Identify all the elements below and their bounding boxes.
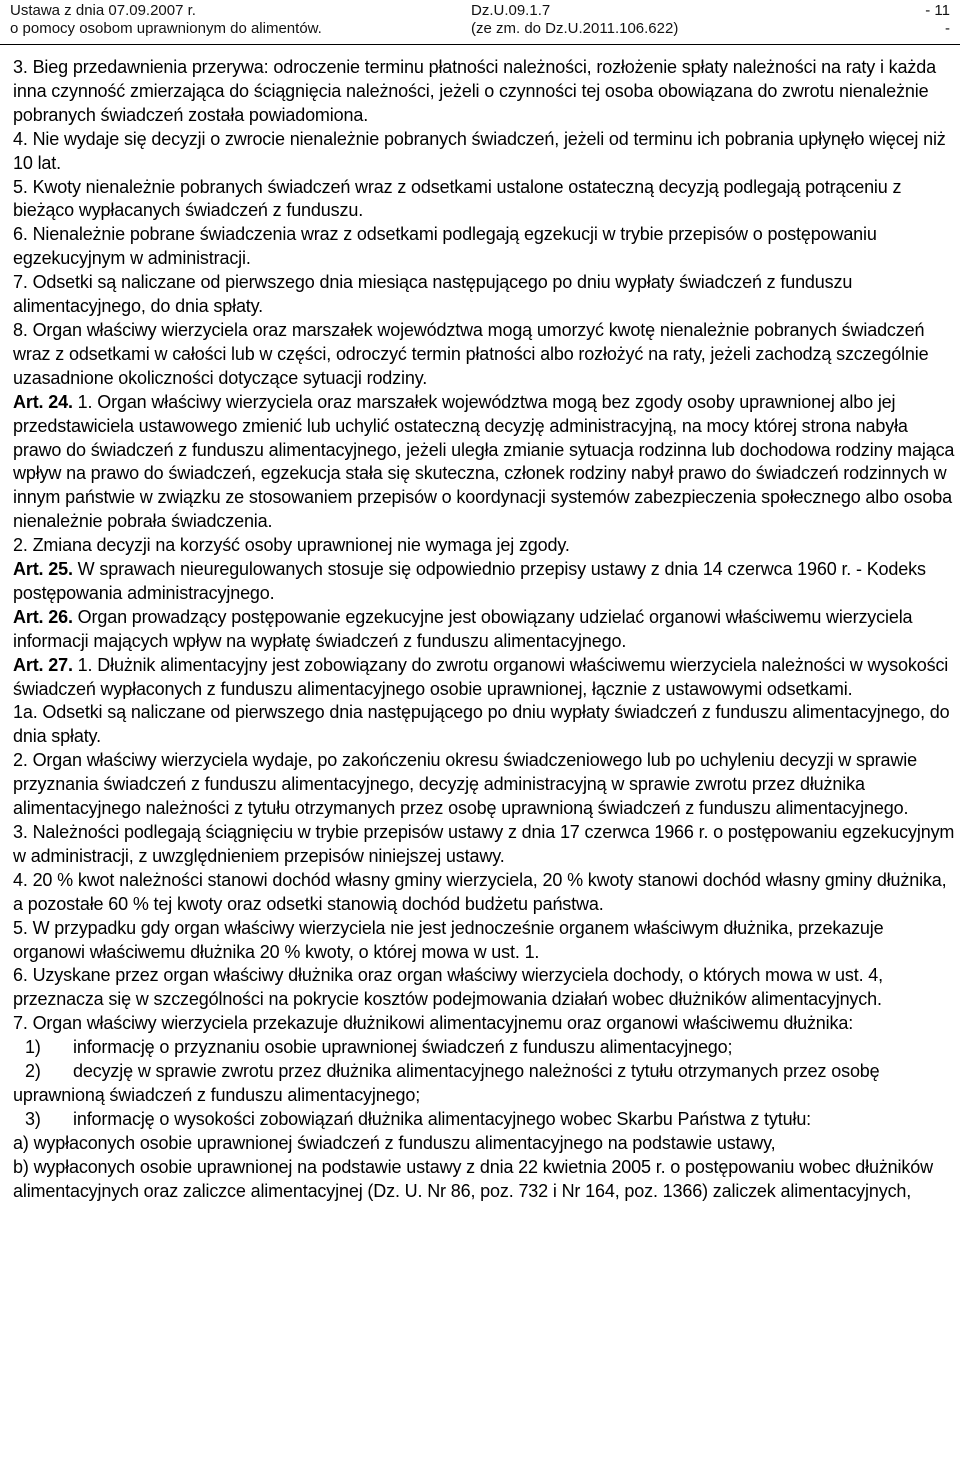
paragraph — [13, 176, 955, 224]
paragraph-number: 3. — [13, 822, 28, 842]
paragraph-number: 5. — [13, 176, 28, 197]
article-number: Art. 25. — [13, 559, 73, 580]
paragraph-text: Kwoty nienależnie pobranych świadczeń wraz z odsetkami ustalone ostateczną decyzją podlegają potrąceniu z bieżąco wypłacanych świadczeń z funduszu. — [13, 176, 902, 221]
paragraph-number: 8. — [13, 319, 28, 340]
list-item — [13, 1060, 955, 1108]
list-item-number: 1) — [25, 1037, 41, 1058]
header-journal-number: Dz.U.09.1.7 — [471, 2, 551, 19]
sub-list-item-text: wypłaconych osobie uprawnionej na podstawie ustawy z dnia 22 kwietnia 2005 r. o postępowaniu wobec dłużników alimentacyjnych oraz zaliczce alimentacyjnej (Dz. U. Nr 86, poz. 732 i Nr 164, poz. 1366) zaliczek alimentacyjnych, — [13, 1156, 933, 1201]
paragraph-text: Organ właściwy wierzyciela oraz marszałek województwa mogą umorzyć kwotę nienależnie pobranych świadczeń wraz z odsetkami w całości lub w części, odroczyć termin płatności albo rozłożyć na raty, jeżeli zachodzą szczególnie uzasadnione okoliczności dotyczące sytuacji rodziny. — [13, 319, 929, 388]
paragraph-text: Należności podlegają ściągnięciu w trybie przepisów ustawy z dnia 17 czerwca 1966 r. o postępowaniu egzekucyjnym w administracji, z uwzględnieniem przepisów niniejszej ustawy. — [13, 822, 955, 866]
article-26 — [13, 606, 955, 654]
paragraph-number: 1. — [72, 391, 93, 412]
list-item — [13, 1036, 955, 1060]
page-number-dash: - — [945, 20, 950, 37]
list-item-number: 2) — [25, 1061, 41, 1082]
paragraph-text: Uzyskane przez organ właściwy dłużnika oraz organ właściwy wierzyciela dochody, o których mowa w ust. 4, przeznacza się w szczególności na pokrycie kosztów podejmowania działań wobec dłużników alimentacyjnych. — [13, 965, 883, 1010]
list-item-text: informację o wysokości zobowiązań dłużnika alimentacyjnego wobec Skarbu Państwa z tytułu: — [73, 1108, 812, 1129]
paragraph-text: Dłużnik alimentacyjny jest zobowiązany do zwrotu organowi właściwemu wierzyciela należności w wysokości świadczeń wypłaconych z funduszu alimentacyjnego osobie uprawnionej, łącznie z ustawowymi odsetkami. — [13, 654, 949, 699]
page-number: - 11 — [925, 2, 950, 19]
header-page-number — [925, 2, 950, 38]
paragraph-text: Bieg przedawnienia przerywa: odroczenie terminu płatności należności, rozłożenie spłaty należności na raty i każda inna czynność zmierzająca do ściągnięcia należności, jeżeli o czynności tej osoba obowiązana do zwrotu nienależnie pobranych świadczeń została powiadomiona. — [13, 57, 936, 125]
paragraph-number: 4. — [13, 869, 28, 890]
paragraph-number: 3. — [13, 57, 28, 77]
paragraph-number: 7. — [13, 1013, 28, 1034]
article-25 — [13, 558, 955, 606]
list-item-text: decyzję w sprawie zwrotu przez dłużnika alimentacyjnego należności z tytułu otrzymanych przez osobę uprawnioną świadczeń z funduszu alimentacyjnego; — [13, 1061, 880, 1105]
sub-list-item-letter: a) — [13, 1132, 29, 1153]
paragraph-number: 6. — [13, 965, 28, 986]
paragraph — [13, 917, 955, 965]
sub-list-item-text: wypłaconych osobie uprawnionej świadczeń z funduszu alimentacyjnego na podstawie ustawy, — [28, 1132, 776, 1153]
paragraph — [13, 534, 955, 558]
paragraph — [13, 701, 955, 749]
article-number: Art. 27. — [13, 654, 73, 675]
list-item — [13, 1108, 955, 1132]
paragraph-text: Zmiana decyzji na korzyść osoby uprawnionej nie wymaga jej zgody. — [27, 535, 570, 556]
paragraph — [13, 319, 955, 391]
paragraph-text: 20 % kwot należności stanowi dochód własny gminy wierzyciela, 20 % kwoty stanowi dochód własny gminy dłużnika, a pozostałe 60 % tej kwoty oraz odsetki stanowią dochód budżetu państwa. — [13, 869, 947, 914]
article-number: Art. 24. — [13, 391, 73, 412]
paragraph-number: 1a. — [13, 702, 38, 723]
article-number: Art. 26. — [13, 606, 73, 627]
header-act-name: o pomocy osobom uprawnionym do alimentów. — [10, 20, 322, 37]
paragraph-text: W sprawach nieuregulowanych stosuje się odpowiednio przepisy ustawy z dnia 14 czerwca 1960 r. - Kodeks postępowania administracyjnego. — [13, 559, 926, 603]
list-item-text: informację o przyznaniu osobie uprawnionej świadczeń z funduszu alimentacyjnego; — [73, 1037, 733, 1058]
page-header — [0, 0, 960, 45]
paragraph-text: Organ właściwy wierzyciela wydaje, po zakończeniu okresu świadczeniowego lub po uchyleniu decyzji w sprawie przyznania świadczeń z funduszu alimentacyjnego, decyzję administracyjną w sprawie zwrotu przez dłużnika alimentacyjnego należności z tytułu otrzymanych przez osobę uprawnioną świadczeń z funduszu alimentacyjnego. — [13, 750, 917, 819]
paragraph-text: Odsetki są naliczane od pierwszego dnia następującego po dniu wypłaty świadczeń z funduszu alimentacyjnego, do dnia spłaty. — [13, 702, 950, 747]
paragraph-number: 7. — [13, 272, 28, 293]
paragraph-number: 5. — [13, 917, 28, 938]
document-body — [13, 56, 955, 1204]
article-24 — [13, 391, 955, 534]
sub-list-item — [13, 1156, 955, 1204]
paragraph-number: 6. — [13, 224, 28, 245]
paragraph-text: Organ właściwy wierzyciela przekazuje dłużnikowi alimentacyjnemu oraz organowi właściwemu dłużnika: — [27, 1013, 854, 1034]
paragraph — [13, 223, 955, 271]
header-amendments: (ze zm. do Dz.U.2011.106.622) — [471, 20, 679, 37]
paragraph-number: 2. — [13, 535, 28, 556]
list-item-number: 3) — [25, 1108, 41, 1129]
sub-list-item-letter: b) — [13, 1156, 29, 1177]
paragraph-text: Organ prowadzący postępowanie egzekucyjne jest obowiązany udzielać organowi właściwemu wierzyciela informacji mających wpływ na wypłatę świadczeń z funduszu alimentacyjnego. — [13, 606, 913, 651]
header-act-date: Ustawa z dnia 07.09.2007 r. — [10, 2, 196, 19]
paragraph — [13, 1012, 955, 1036]
header-act-title — [10, 2, 322, 38]
paragraph — [13, 964, 955, 1012]
sub-list-item — [13, 1132, 955, 1156]
paragraph-text: Organ właściwy wierzyciela oraz marszałek województwa mogą bez zgody osoby uprawnionej albo jej przedstawiciela ustawowego zmienić lub uchylić ostateczną decyzję administracyjną, na mocy której strona nabyła prawo do świadczeń z funduszu alimentacyjnego, jeżeli uległa zmianie sytuacja rodzinna lub dochodowa rodziny mająca wpływ na prawo do świadczeń, egzekucja stała się skuteczna, członek rodziny nabył prawo do świadczeń rodzinnych w innym państwie w związku ze stosowaniem przepisów o koordynacji systemów zabezpieczenia społecznego albo osoba nienależnie pobrała świadczenia. — [13, 391, 955, 532]
paragraph — [13, 56, 955, 128]
paragraph-text: W przypadku gdy organ właściwy wierzyciela nie jest jednocześnie organem właściwym dłużnika, przekazuje organowi właściwemu dłużnika 20 % kwoty, o której mowa w ust. 1. — [13, 917, 884, 962]
paragraph — [13, 869, 955, 917]
paragraph-number: 1. — [72, 654, 93, 675]
paragraph — [13, 128, 955, 176]
paragraph-number: 4. — [13, 128, 28, 149]
paragraph-text: Nienależnie pobrane świadczenia wraz z odsetkami podlegają egzekucji w trybie przepisów o postępowaniu egzekucyjnym w administracji. — [13, 224, 877, 269]
header-journal-ref — [471, 2, 678, 38]
paragraph-number: 2. — [13, 750, 28, 771]
paragraph — [13, 271, 955, 319]
paragraph-text: Nie wydaje się decyzji o zwrocie nienależnie pobranych świadczeń, jeżeli od terminu ich pobrania upłynęło więcej niż 10 lat. — [13, 128, 946, 173]
paragraph-text: Odsetki są naliczane od pierwszego dnia miesiąca następującego po dniu wypłaty świadczeń z funduszu alimentacyjnego, do dnia spłaty. — [13, 272, 853, 317]
paragraph — [13, 821, 955, 869]
article-27 — [13, 654, 955, 702]
paragraph — [13, 749, 955, 821]
